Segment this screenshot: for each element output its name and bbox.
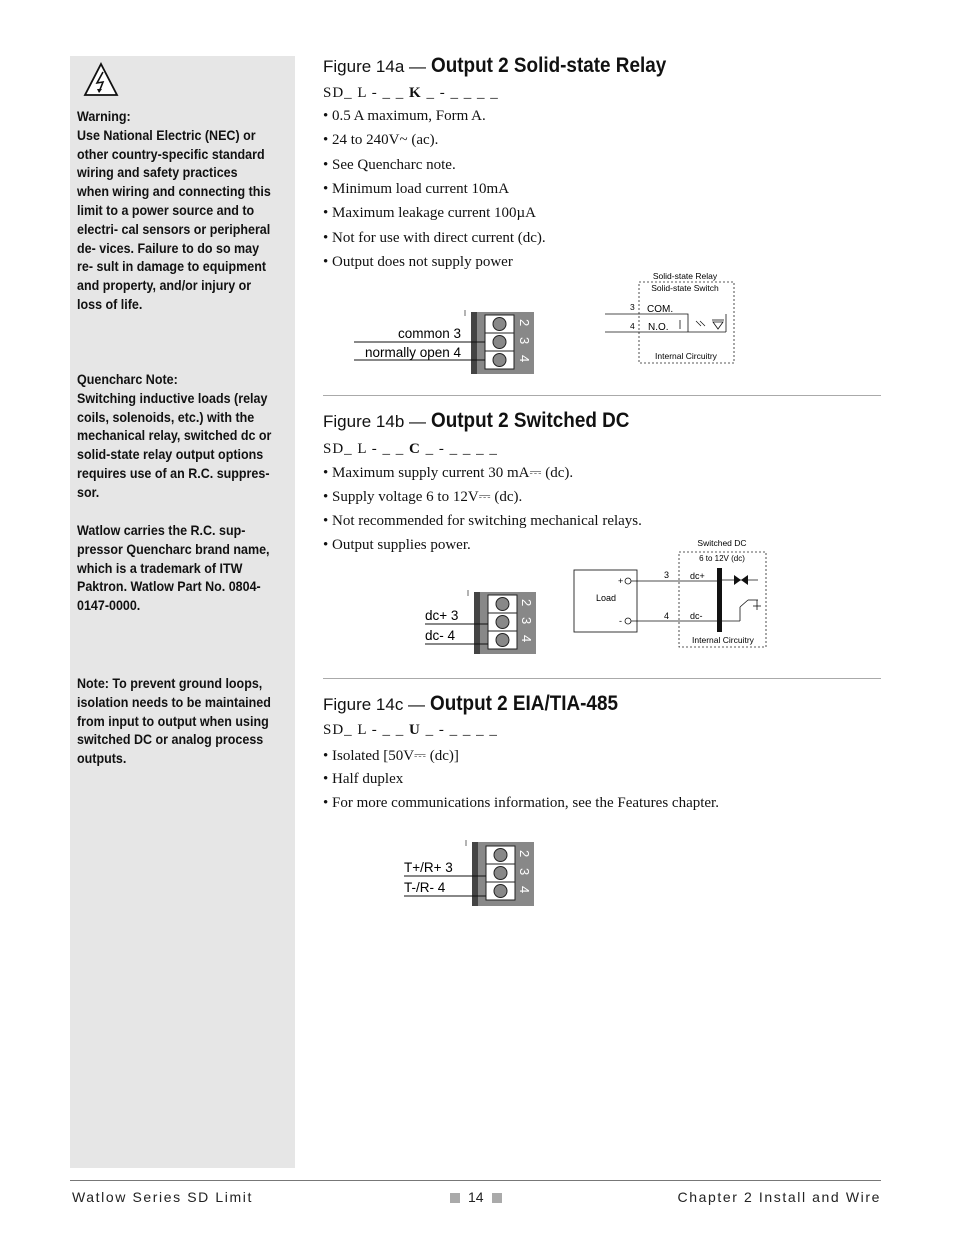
terminal-number: 4 <box>519 635 534 643</box>
schematic-subtitle: 6 to 12V (dc) <box>699 554 745 563</box>
terminal-label-t-plus: T+/R+ 3 <box>404 860 453 875</box>
figure-14a-schematic <box>600 268 740 368</box>
terminal-number: 3 <box>517 337 532 345</box>
figure-14a-model-code: SD_ L - _ _ K _ - _ _ _ _ <box>323 85 499 101</box>
footer-page-number: 14 <box>442 1189 510 1205</box>
figure-14c-title: Figure 14c — Output 2 EIA/TIA-485 <box>323 692 618 715</box>
terminal-number: 2 <box>517 850 532 858</box>
footer-chapter: Chapter 2 Install and Wire <box>677 1189 881 1205</box>
figure-14a-bullet: • 24 to 240V~ (ac). <box>323 132 439 148</box>
terminal-label-dc-plus: dc+ 3 <box>425 608 459 623</box>
terminal-number: 3 <box>517 868 532 876</box>
svg-text:3: 3 <box>630 302 635 312</box>
figure-14a-bullet: • Minimum load current 10mA <box>323 181 510 197</box>
svg-text:Load: Load <box>595 593 617 603</box>
schematic-title: Switched DC <box>697 538 747 548</box>
figure-14a-terminal-block <box>350 308 540 378</box>
figure-14b-model-code: SD_ L - _ _ C _ - _ _ _ _ <box>323 441 498 457</box>
svg-text:Internal Circuitry: Internal Circuitry <box>692 635 754 645</box>
terminal-number: 3 <box>519 617 534 625</box>
figure-14a-bullet: • Maximum leakage current 100µA <box>323 205 536 221</box>
svg-text:4: 4 <box>630 321 635 331</box>
svg-text:N.O.: N.O. <box>648 322 669 333</box>
terminal-label-normally-open: normally open 4 <box>364 345 461 360</box>
watlow-part-note: Watlow carries the R.C. sup- pressor Quencharc brand name, which is a trademark of ITW Paktron. Watlow Part No. 0804- 0147-0000. <box>77 523 270 614</box>
figure-14c-bullet: • Isolated [50V⎓ (dc)] <box>323 748 459 764</box>
svg-text:Internal Circuitry: Internal Circuitry <box>655 351 717 361</box>
svg-text:dc-: dc- <box>690 611 703 621</box>
footer-divider <box>70 1180 881 1181</box>
terminal-number: 4 <box>517 355 532 363</box>
figure-14b-schematic <box>570 535 770 650</box>
quencharc-note: Quencharc Note: Switching inductive loads (relay coils, solenoids, etc.) with the mechanical relay, switched dc or solid-state relay output options requires use of an R.C. suppres- sor. <box>77 372 272 500</box>
svg-text:-: - <box>619 616 622 626</box>
figure-14c-terminal-block <box>400 838 540 910</box>
svg-text:+: + <box>618 576 624 586</box>
terminal-label-dc-minus: dc- 4 <box>425 628 456 643</box>
svg-text:4: 4 <box>664 611 670 621</box>
terminal-number: 2 <box>519 599 534 607</box>
figure-14a-title: Figure 14a — Output 2 Solid-state Relay <box>323 54 666 77</box>
ground-loop-note: Note: To prevent ground loops, isolation needs to be maintained from input to output when using switched DC or analog process outputs. <box>77 676 271 767</box>
figure-14a-bullet: • Output does not supply power <box>323 254 513 270</box>
figure-14b-terminal-block <box>420 588 540 658</box>
warning-icon <box>83 62 119 98</box>
section-divider <box>323 678 881 679</box>
figure-14b-bullet: • Supply voltage 6 to 12V⎓ (dc). <box>323 489 523 505</box>
figure-14b-bullet: • Not recommended for switching mechanical relays. <box>323 513 642 529</box>
svg-text:COM.: COM. <box>647 304 674 315</box>
terminal-label-t-minus: T-/R- 4 <box>404 880 446 895</box>
footer-product: Watlow Series SD Limit <box>72 1189 253 1205</box>
svg-text:dc+: dc+ <box>690 571 705 581</box>
figure-14b-bullet: • Output supplies power. <box>323 537 471 553</box>
terminal-number: 2 <box>517 319 532 327</box>
figure-14c-model-code: SD_ L - _ _ U _ - _ _ _ _ <box>323 722 498 738</box>
figure-14a-bullet: • 0.5 A maximum, Form A. <box>323 108 486 124</box>
figure-14c-bullet: • Half duplex <box>323 771 404 787</box>
section-divider <box>323 395 881 396</box>
figure-14c-bullet: • For more communications information, see the Features chapter. <box>323 795 719 811</box>
schematic-subtitle: Solid-state Switch <box>651 283 719 293</box>
schematic-title: Solid-state Relay <box>652 271 718 281</box>
terminal-label-common: common 3 <box>397 326 461 341</box>
figure-14a-bullet: • See Quencharc note. <box>323 157 456 173</box>
figure-14a-bullet: • Not for use with direct current (dc). <box>323 230 546 246</box>
figure-14b-title: Figure 14b — Output 2 Switched DC <box>323 409 630 432</box>
figure-14b-bullet: • Maximum supply current 30 mA⎓ (dc). <box>323 465 574 481</box>
terminal-number: 4 <box>517 886 532 894</box>
svg-text:3: 3 <box>664 570 670 580</box>
warning-note: Warning: Use National Electric (NEC) or other country-specific standard wiring and safety practices when wiring and connecting this limit to a power source and to electri- cal sensors or peripheral de- vices. Failure to do so may re- sult in damage to equipment and property, and/or injury or loss of life. <box>77 109 271 312</box>
